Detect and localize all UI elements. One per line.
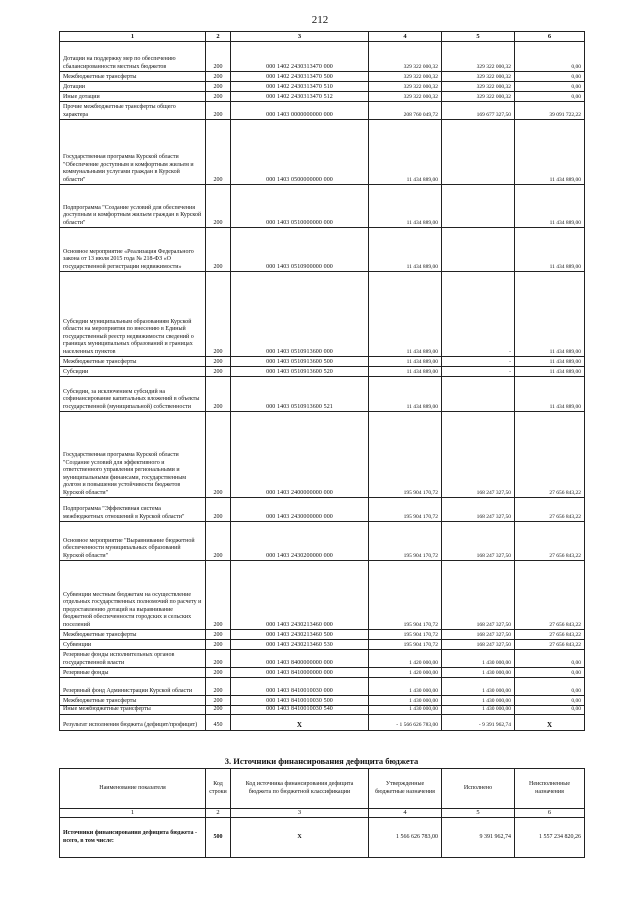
classification-code: 000 1403 2430213460 530: [231, 640, 369, 650]
source-code: X: [231, 818, 369, 858]
line-code: 200: [206, 561, 231, 630]
indicator-name: Государственная программа Курской области "Создание условий для эффективного и ответственного управления региональными и муниципальными финансами, государственным долгом и повышения устойчивости бюджетов Курской области": [60, 412, 206, 498]
classification-code: 000 1403 0510913600 521: [231, 377, 369, 412]
classification-code: 000 1403 2400000000 000: [231, 412, 369, 498]
header-cell: 2: [206, 32, 231, 42]
approved-amount: - 1 566 626 783,00: [369, 714, 442, 730]
line-code: 200: [206, 367, 231, 377]
table-row: [60, 412, 585, 498]
line-code: 200: [206, 412, 231, 498]
indicator-name: Государственная программа Курской области "Обеспечение доступным и комфортным жильем и коммунальными услугами граждан в Курской области": [60, 120, 206, 185]
approved-amount: 329 322 000,32: [369, 72, 442, 82]
approved-amount: 1 430 000,00: [369, 696, 442, 706]
approved-amount: 195 904 170,72: [369, 640, 442, 650]
line-code: 200: [206, 272, 231, 357]
line-code: 200: [206, 678, 231, 696]
page-number: 212: [311, 14, 329, 26]
classification-code: 000 1403 2430000000 000: [231, 498, 369, 522]
classification-code: 000 1403 0510913600 500: [231, 357, 369, 367]
executed-amount: -: [442, 367, 515, 377]
header-cell: Наименование показателя: [60, 769, 206, 809]
table-row: [60, 357, 585, 367]
executed-amount: [442, 377, 515, 412]
line-code: 200: [206, 228, 231, 272]
executed-amount: 168 247 327,50: [442, 498, 515, 522]
header-cell: Утвержденные бюджетные назначения: [369, 769, 442, 809]
indicator-name: Субсидии, за исключением субсидий на софинансирование капитальных вложений в объекты государственной (муниципальной) собственности: [60, 377, 206, 412]
approved-amount: 329 322 000,32: [369, 42, 442, 72]
classification-code: 000 1403 2430213460 500: [231, 630, 369, 640]
header-cell: 3: [231, 809, 369, 818]
unexecuted-amount: 0,00: [515, 92, 585, 102]
unexecuted-amount: 11 434 889,00: [515, 367, 585, 377]
classification-code: 000 1403 0510900000 000: [231, 228, 369, 272]
approved-amount: 1 566 626 783,00: [369, 818, 442, 858]
table-row: [60, 367, 585, 377]
table-row: [60, 640, 585, 650]
executed-amount: 168 247 327,50: [442, 561, 515, 630]
approved-amount: 329 322 000,32: [369, 82, 442, 92]
table-row: [60, 377, 585, 412]
table-row: [60, 678, 585, 696]
classification-code: 000 1403 0510913600 000: [231, 272, 369, 357]
executed-amount: 168 247 327,50: [442, 412, 515, 498]
executed-amount: 1 430 000,00: [442, 678, 515, 696]
header-cell: Код строки: [206, 769, 231, 809]
classification-code: 000 1402 2430313470 512: [231, 92, 369, 102]
line-code: 200: [206, 102, 231, 120]
approved-amount: 11 434 889,00: [369, 377, 442, 412]
line-code: 450: [206, 714, 231, 730]
unexecuted-amount: 11 434 889,00: [515, 228, 585, 272]
executed-amount: 329 322 000,32: [442, 42, 515, 72]
indicator-name: Подпрограмма "Эффективная система межбюджетных отношений в Курской области": [60, 498, 206, 522]
table-row: [60, 522, 585, 561]
indicator-name: Иные дотации: [60, 92, 206, 102]
header-cell: Код источника финансирования дефицита бюджета по бюджетной классификации: [231, 769, 369, 809]
table-row: [60, 706, 585, 715]
approved-amount: 208 760 049,72: [369, 102, 442, 120]
budget-expenses-table: [59, 31, 585, 731]
indicator-name: Прочие межбюджетные трансферты общего характера: [60, 102, 206, 120]
indicator-name: Иные межбюджетные трансферты: [60, 706, 206, 715]
unexecuted-amount: 27 656 843,22: [515, 630, 585, 640]
unexecuted-amount: 0,00: [515, 706, 585, 715]
executed-amount: - 9 391 962,74: [442, 714, 515, 730]
indicator-name: Основное мероприятие «Реализация Федерального закона от 13 июля 2015 года № 218-ФЗ «О государственной регистрации недвижимости»: [60, 228, 206, 272]
table-row: [60, 650, 585, 668]
classification-code: 000 1403 2430200000 000: [231, 522, 369, 561]
deficit-sources-table: [59, 768, 585, 858]
classification-code: 000 1403 0510913600 520: [231, 367, 369, 377]
executed-amount: 168 247 327,50: [442, 630, 515, 640]
header-cell: Исполнено: [442, 769, 515, 809]
line-code: 200: [206, 357, 231, 367]
approved-amount: 11 434 889,00: [369, 120, 442, 185]
executed-amount: 1 430 000,00: [442, 706, 515, 715]
unexecuted-amount: 27 656 843,22: [515, 522, 585, 561]
classification-code: 000 1402 2430313470 500: [231, 72, 369, 82]
line-code: 200: [206, 72, 231, 82]
table-row: [60, 42, 585, 72]
unexecuted-amount: 11 434 889,00: [515, 377, 585, 412]
unexecuted-amount: 1 557 234 820,26: [515, 818, 585, 858]
table-row: [60, 561, 585, 630]
indicator-name: Дотации на поддержку мер по обеспечению сбалансированности местных бюджетов: [60, 42, 206, 72]
indicator-name: Субвенции: [60, 640, 206, 650]
section-title: 3. Источники финансирования дефицита бюджета: [224, 756, 419, 766]
executed-amount: 9 391 962,74: [442, 818, 515, 858]
header-cell: 1: [60, 32, 206, 42]
executed-amount: [442, 185, 515, 228]
unexecuted-amount: 0,00: [515, 42, 585, 72]
header-cell: 6: [515, 809, 585, 818]
approved-amount: 1 420 000,00: [369, 668, 442, 678]
indicator-name: Межбюджетные трансферты: [60, 72, 206, 82]
unexecuted-amount: 27 656 843,22: [515, 561, 585, 630]
executed-amount: 329 322 000,32: [442, 82, 515, 92]
unexecuted-amount: 0,00: [515, 678, 585, 696]
header-cell: Неисполненные назначения: [515, 769, 585, 809]
line-code: 200: [206, 42, 231, 72]
indicator-name: Субсидии муниципальным образованиям Курской области на мероприятия по внесению в Единый государственный реестр недвижимости сведений о границах муниципальных образований и границах населенных пунктов: [60, 272, 206, 357]
line-code: 200: [206, 185, 231, 228]
indicator-name: Подпрограмма "Создание условий для обеспечения доступным и комфортным жильем граждан в Курской области": [60, 185, 206, 228]
indicator-name: Основное мероприятие "Выравнивание бюджетной обеспеченности муниципальных образований Курской области": [60, 522, 206, 561]
line-code: 200: [206, 82, 231, 92]
classification-code: 000 1403 8410000000 000: [231, 668, 369, 678]
indicator-name: Резервные фонды: [60, 668, 206, 678]
classification-code: 000 1403 2430213460 000: [231, 561, 369, 630]
executed-amount: 169 677 327,50: [442, 102, 515, 120]
line-code: 200: [206, 696, 231, 706]
unexecuted-amount: 0,00: [515, 696, 585, 706]
unexecuted-amount: 27 656 843,22: [515, 498, 585, 522]
approved-amount: 11 434 889,00: [369, 367, 442, 377]
unexecuted-amount: 11 434 889,00: [515, 357, 585, 367]
line-code: 200: [206, 650, 231, 668]
unexecuted-amount: 39 091 722,22: [515, 102, 585, 120]
line-code: 200: [206, 498, 231, 522]
unexecuted-amount: 11 434 889,00: [515, 120, 585, 185]
executed-amount: 1 430 000,00: [442, 696, 515, 706]
classification-code: 000 1403 8410010030 000: [231, 678, 369, 696]
table-row: [60, 82, 585, 92]
classification-code: 000 1402 2430313470 510: [231, 82, 369, 92]
header-cell: 4: [369, 809, 442, 818]
line-code: 200: [206, 92, 231, 102]
indicator-name: Межбюджетные трансферты: [60, 357, 206, 367]
header-cell: 5: [442, 32, 515, 42]
budget-result-row: [60, 714, 585, 730]
executed-amount: -: [442, 272, 515, 357]
table-row: [60, 92, 585, 102]
approved-amount: 195 904 170,72: [369, 498, 442, 522]
classification-code: 000 1403 8410010030 500: [231, 696, 369, 706]
approved-amount: 11 434 889,00: [369, 357, 442, 367]
indicator-name: Дотации: [60, 82, 206, 92]
approved-amount: 195 904 170,72: [369, 630, 442, 640]
approved-amount: 195 904 170,72: [369, 561, 442, 630]
approved-amount: 1 420 000,00: [369, 650, 442, 668]
approved-amount: 11 434 889,00: [369, 228, 442, 272]
table-row: [60, 185, 585, 228]
line-code: 500: [206, 818, 231, 858]
table-row: [60, 630, 585, 640]
header-cell: 1: [60, 809, 206, 818]
executed-amount: 1 430 000,00: [442, 650, 515, 668]
unexecuted-amount: 11 434 889,00: [515, 185, 585, 228]
approved-amount: 1 430 000,00: [369, 706, 442, 715]
classification-code: X: [231, 714, 369, 730]
column-number-row: [60, 32, 585, 42]
executed-amount: 168 247 327,50: [442, 522, 515, 561]
table-row: [60, 498, 585, 522]
line-code: 200: [206, 522, 231, 561]
sources-total-row: [60, 818, 585, 858]
indicator-name: Межбюджетные трансферты: [60, 630, 206, 640]
approved-amount: 11 434 889,00: [369, 272, 442, 357]
classification-code: 000 1403 8410010030 540: [231, 706, 369, 715]
classification-code: 000 1403 0510000000 000: [231, 185, 369, 228]
classification-code: 000 1403 0500000000 000: [231, 120, 369, 185]
header-cell: 5: [442, 809, 515, 818]
header-cell: 4: [369, 32, 442, 42]
table-row: [60, 272, 585, 357]
classification-code: 000 1402 2430313470 000: [231, 42, 369, 72]
sources-number-row: [60, 809, 585, 818]
indicator-name: Субвенции местным бюджетам на осуществление отдельных государственных полномочий по расчету и предоставлению дотаций на выравнивание бюджетной обеспеченности городских и сельских поселений: [60, 561, 206, 630]
line-code: 200: [206, 706, 231, 715]
table-row: [60, 72, 585, 82]
unexecuted-amount: 11 434 889,00: [515, 272, 585, 357]
table-row: [60, 102, 585, 120]
indicator-name: Субсидии: [60, 367, 206, 377]
approved-amount: 195 904 170,72: [369, 522, 442, 561]
header-cell: 6: [515, 32, 585, 42]
approved-amount: 195 904 170,72: [369, 412, 442, 498]
sources-header-row: [60, 769, 585, 809]
approved-amount: 329 322 000,32: [369, 92, 442, 102]
indicator-name: Резервные фонды исполнительных органов государственной власти: [60, 650, 206, 668]
indicator-name: Источники финансирования дефицита бюджета - всего, в том числе:: [60, 818, 206, 858]
header-cell: 2: [206, 809, 231, 818]
executed-amount: 1 430 000,00: [442, 668, 515, 678]
line-code: 200: [206, 668, 231, 678]
classification-code: 000 1403 0000000000 000: [231, 102, 369, 120]
executed-amount: 329 322 000,32: [442, 92, 515, 102]
line-code: 200: [206, 377, 231, 412]
line-code: 200: [206, 120, 231, 185]
unexecuted-amount: 27 656 843,22: [515, 640, 585, 650]
line-code: 200: [206, 640, 231, 650]
table-row: [60, 696, 585, 706]
classification-code: 000 1403 8400000000 000: [231, 650, 369, 668]
unexecuted-amount: 27 656 843,22: [515, 412, 585, 498]
table-row: [60, 228, 585, 272]
line-code: 200: [206, 630, 231, 640]
executed-amount: 329 322 000,32: [442, 72, 515, 82]
executed-amount: -: [442, 357, 515, 367]
unexecuted-amount: 0,00: [515, 82, 585, 92]
unexecuted-amount: X: [515, 714, 585, 730]
table-row: [60, 668, 585, 678]
indicator-name: Резервный фонд Администрации Курской области: [60, 678, 206, 696]
table-row: [60, 120, 585, 185]
approved-amount: 1 430 000,00: [369, 678, 442, 696]
indicator-name: Межбюджетные трансферты: [60, 696, 206, 706]
approved-amount: 11 434 889,00: [369, 185, 442, 228]
unexecuted-amount: 0,00: [515, 72, 585, 82]
unexecuted-amount: 0,00: [515, 668, 585, 678]
executed-amount: [442, 228, 515, 272]
executed-amount: [442, 120, 515, 185]
executed-amount: 168 247 327,50: [442, 640, 515, 650]
indicator-name: Результат исполнения бюджета (дефицит/профицит): [60, 714, 206, 730]
unexecuted-amount: 0,00: [515, 650, 585, 668]
header-cell: 3: [231, 32, 369, 42]
